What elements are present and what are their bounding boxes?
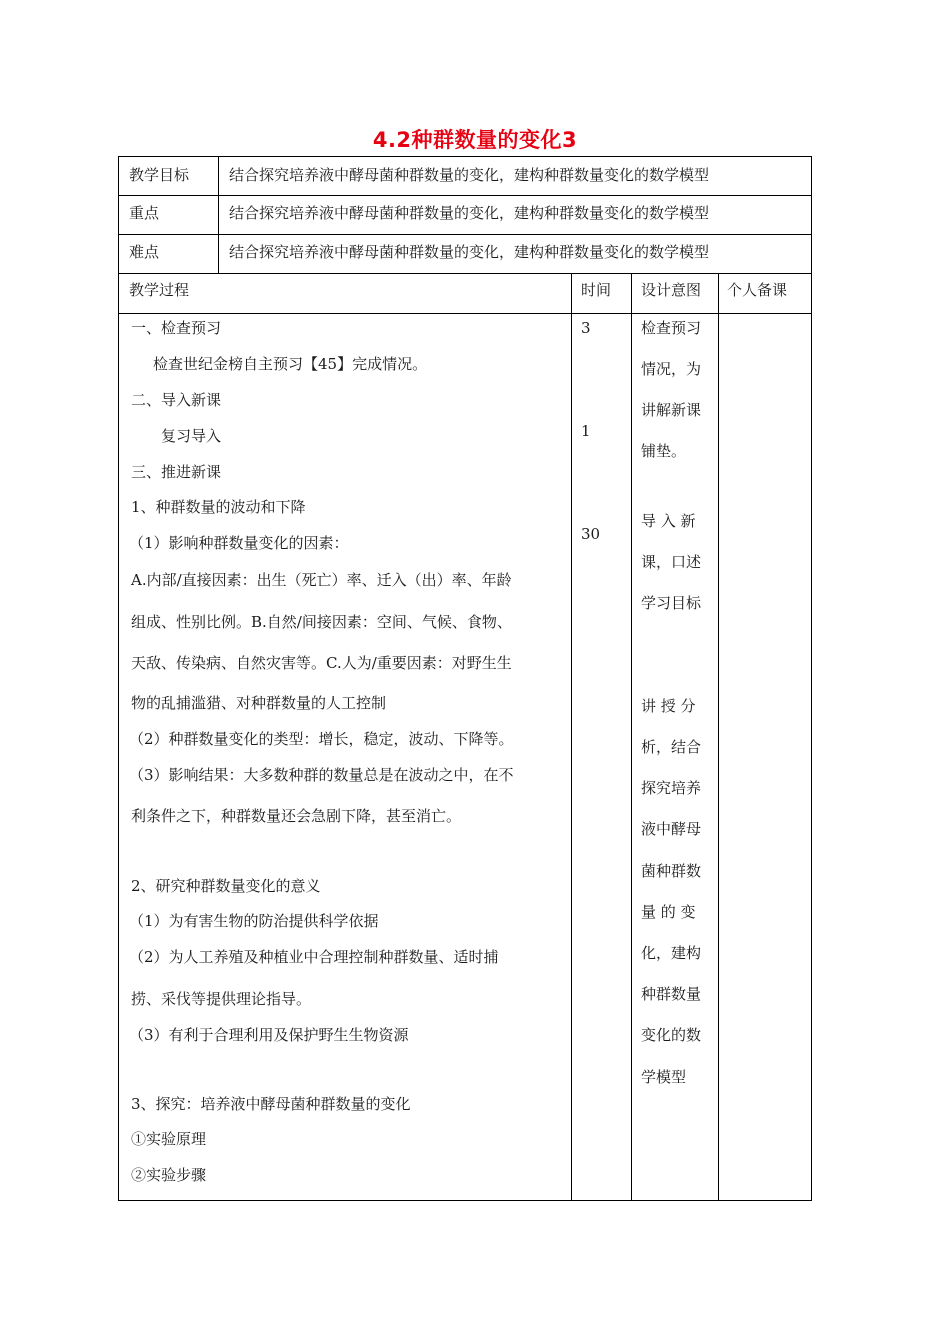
header-process: 教学过程 <box>129 281 190 299</box>
process-line: 组成、性别比例。B.自然/间接因素：空间、气候、食物、 <box>131 613 512 631</box>
time-value: 30 <box>581 525 601 543</box>
intent-line: 课，口述 <box>641 553 702 571</box>
intent-line: 学习目标 <box>641 594 702 612</box>
objective-value: 结合探究培养液中酵母菌种群数量的变化，建构种群数量变化的数学模型 <box>229 166 710 184</box>
keypoint-label: 重点 <box>129 204 160 222</box>
process-line: 1、种群数量的波动和下降 <box>131 498 306 516</box>
process-line: （3）影响结果：大多数种群的数量总是在波动之中，在不 <box>129 766 514 784</box>
keypoint-value: 结合探究培养液中酵母菌种群数量的变化，建构种群数量变化的数学模型 <box>229 204 710 222</box>
process-line: （3）有利于合理利用及保护野生生物资源 <box>129 1026 409 1044</box>
process-line: 一、检查预习 <box>131 319 222 337</box>
intent-line: 菌种群数 <box>641 862 702 880</box>
intent-line: 探究培养 <box>641 779 702 797</box>
intent-line: 情况，为 <box>641 360 702 378</box>
intent-line: 化，建构 <box>641 944 702 962</box>
time-value: 1 <box>581 422 591 440</box>
process-line: 捞、采伐等提供理论指导。 <box>131 990 312 1008</box>
time-value: 3 <box>581 319 591 337</box>
process-line: （1）为有害生物的防治提供科学依据 <box>129 912 379 930</box>
intent-line: 变化的数 <box>641 1026 702 1044</box>
difficulty-label: 难点 <box>129 243 160 261</box>
process-line: 2、研究种群数量变化的意义 <box>131 877 321 895</box>
intent-line: 铺垫。 <box>641 442 687 460</box>
page-title: 4.2种群数量的变化3 <box>372 128 578 152</box>
process-line: （2）种群数量变化的类型：增长，稳定，波动、下降等。 <box>129 730 514 748</box>
process-line: ①实验原理 <box>131 1130 207 1148</box>
intent-line: 讲解新课 <box>641 401 702 419</box>
process-line: 天敌、传染病、自然灾害等。C.人为/重要因素：对野生生 <box>131 654 512 672</box>
intent-line: 量 的 变 <box>641 903 696 921</box>
process-line: 三、推进新课 <box>131 463 222 481</box>
process-line: A.内部/直接因素：出生（死亡）率、迁入（出）率、年龄 <box>131 571 512 589</box>
header-intent: 设计意图 <box>641 281 702 299</box>
intent-line: 析，结合 <box>641 738 702 756</box>
intent-line: 检查预习 <box>641 319 702 337</box>
process-line: 物的乱捕滥猎、对种群数量的人工控制 <box>131 694 387 712</box>
process-line: 二、导入新课 <box>131 391 222 409</box>
process-line: （1）影响种群数量变化的因素： <box>129 534 349 552</box>
process-line: 检查世纪金榜自主预习【45】完成情况。 <box>153 355 428 373</box>
intent-line: 学模型 <box>641 1068 687 1086</box>
header-time: 时间 <box>581 281 612 299</box>
process-line: 3、探究：培养液中酵母菌种群数量的变化 <box>131 1095 411 1113</box>
intent-line: 导 入 新 <box>641 512 696 530</box>
intent-line: 种群数量 <box>641 985 702 1003</box>
process-line: （2）为人工养殖及种植业中合理控制种群数量、适时捕 <box>129 948 499 966</box>
difficulty-value: 结合探究培养液中酵母菌种群数量的变化，建构种群数量变化的数学模型 <box>229 243 710 261</box>
process-line: ②实验步骤 <box>131 1166 207 1184</box>
process-line: 复习导入 <box>161 427 222 445</box>
process-line: 利条件之下，种群数量还会急剧下降，甚至消亡。 <box>131 807 462 825</box>
header-notes: 个人备课 <box>727 281 788 299</box>
intent-line: 讲 授 分 <box>641 697 696 715</box>
intent-line: 液中酵母 <box>641 820 702 838</box>
objective-label: 教学目标 <box>129 166 190 184</box>
